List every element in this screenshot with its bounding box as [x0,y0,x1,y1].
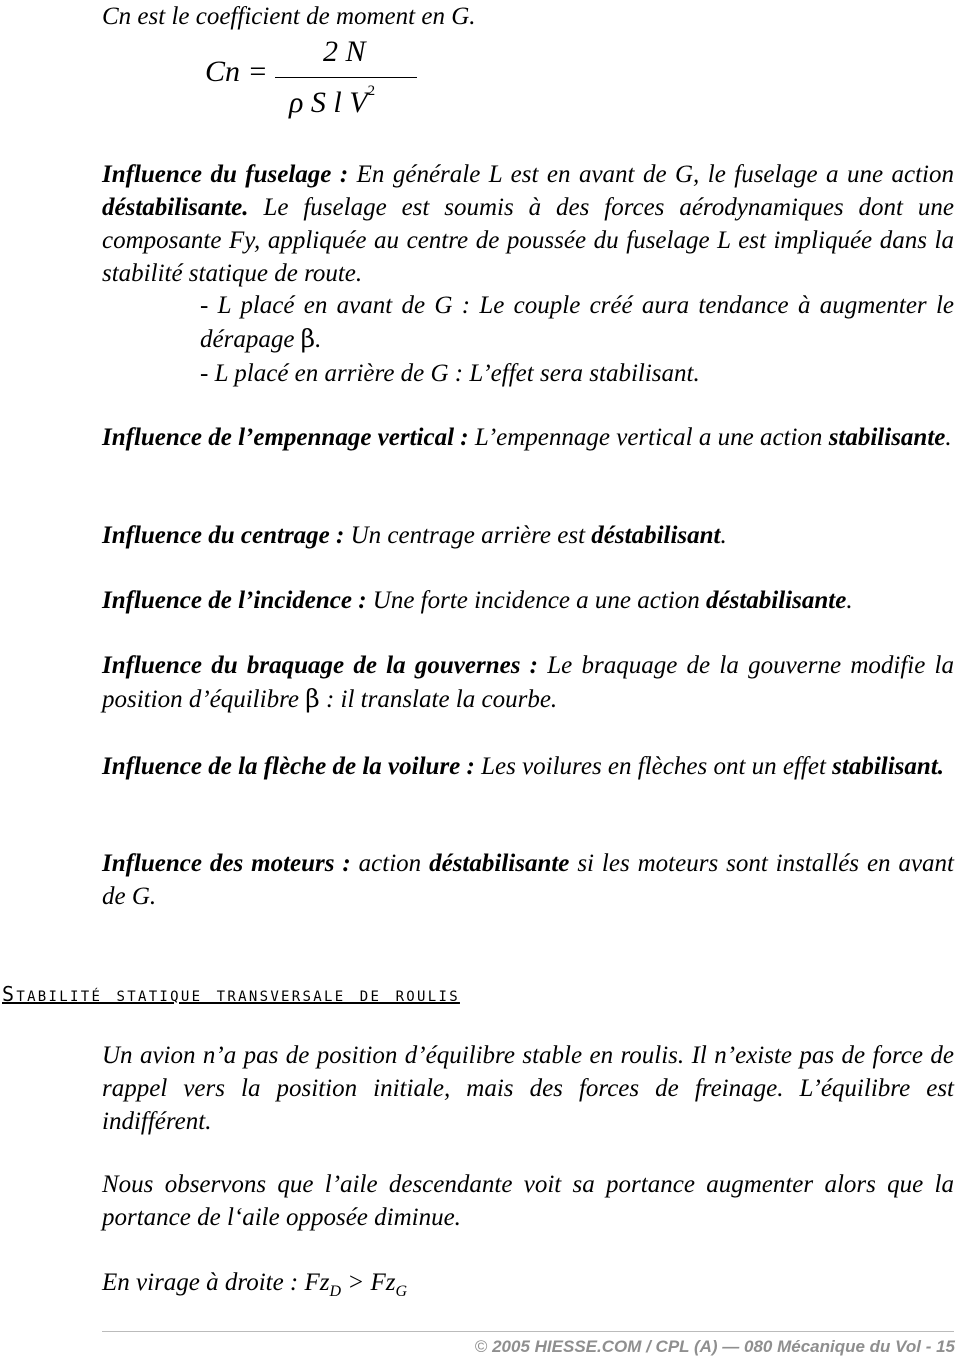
fuselage-bullet-1 [200,289,954,356]
fleche-text: Les voilures en flèches ont un effet [474,753,833,780]
virage-mid: > Fz [341,1269,396,1296]
braquage-text2: : il translate la courbe. [319,686,558,713]
copyright-icon: © [474,1337,488,1356]
incidence-paragraph [102,584,954,617]
section-title: Stabilité statique transversale de roulis [2,982,460,1006]
moteurs-paragraph [102,847,954,913]
intro-line: Cn est le coefficient de moment en G. [102,3,476,30]
moteurs-text1: action [350,850,430,877]
empennage-bold: stabilisante [828,424,946,451]
beta-symbol: β [305,684,320,713]
subscript-g: G [395,1283,408,1300]
page-footer [350,1335,955,1359]
empennage-end: . [945,424,952,451]
empennage-paragraph [102,421,954,454]
incidence-end: . [846,587,853,614]
braquage-text1: Le braquage de la gouverne modifie la position d’équilibre [102,652,954,713]
bullet1-text: - L placé en avant de G : Le couple créé aura tendance à augmenter le dérapage [200,292,954,353]
fuselage-bold1: déstabilisante. [102,194,249,221]
fraction-bar [275,77,417,78]
formula-numerator: 2 N [323,35,366,68]
formula-lhs: Cn = [205,55,268,88]
fuselage-bullet-2: - L placé en arrière de G : L’effet sera stabilisant. [200,360,700,387]
moteurs-text2: si les moteurs sont installés en avant de G. [102,850,955,910]
incidence-text: Une forte incidence a une action [366,587,707,614]
virage-line [102,1266,954,1299]
denominator-text: ρ S l V [289,86,368,119]
virage-prefix: En virage à droite : Fz [102,1269,330,1296]
subscript-d: D [329,1283,342,1300]
formula-exponent: 2 [367,83,376,99]
fuselage-label: Influence du fuselage : [102,161,349,188]
moteurs-bold: déstabilisante [429,850,570,877]
roulis-paragraph-2: Nous observons que l’aile descendante voit sa portance augmenter alors que la portance de l‘aile opposée diminue. [102,1171,954,1231]
beta-symbol: β [300,324,316,353]
centrage-label: Influence du centrage : [102,522,345,549]
fuselage-paragraph [102,158,954,290]
centrage-end: . [720,522,727,549]
cn-formula [205,35,425,125]
empennage-label: Influence de l’empennage vertical : [102,424,469,451]
incidence-label: Influence de l’incidence : [102,587,367,614]
fuselage-text1: En générale L est en avant de G, le fuselage a une action [348,161,955,188]
centrage-bold: déstabilisant [591,522,721,549]
fleche-bold: stabilisant. [832,753,945,780]
footer-text: 2005 HIESSE.COM / CPL (A) — 080 Mécanique du Vol - 15 [487,1337,955,1356]
centrage-text: Un centrage arrière est [344,522,592,549]
empennage-text: L’empennage vertical a une action [468,424,829,451]
moteurs-label: Influence des moteurs : [102,850,351,877]
fuselage-text2: Le fuselage est soumis à des forces aérodynamiques dont une composante Fy, appliquée au centre de poussée du fuselage L est impliquée dans la stabilité statique de route. [102,194,954,287]
formula-denominator [289,81,375,119]
incidence-bold: déstabilisante [706,587,847,614]
fleche-label: Influence de la flèche de la voilure : [102,753,475,780]
roulis-paragraph-1: Un avion n’a pas de position d’équilibre stable en roulis. Il n’existe pas de force de rappel vers la position initiale, mais des forces de freinage. L’équilibre est indifférent. [102,1042,954,1135]
fleche-paragraph [102,750,954,783]
footer-rule [102,1331,954,1332]
centrage-paragraph [102,519,954,552]
braquage-paragraph [102,649,954,716]
braquage-label: Influence du braquage de la gouvernes : [102,652,538,679]
bullet1-end: . [315,326,322,353]
